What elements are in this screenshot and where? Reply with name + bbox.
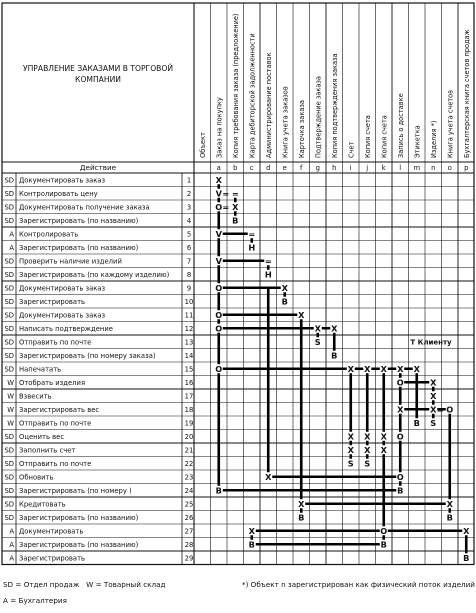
row-action: Документировать заказ [19,284,106,293]
row-number: 2 [186,189,192,198]
flow-mark: X [430,390,437,401]
flow-mark: O [396,377,404,388]
row-dept: SD [4,473,14,482]
row-dept: A [9,527,14,536]
flow-mark: = [222,201,230,212]
flow-mark: O [215,201,223,212]
row-number: 11 [184,311,194,320]
row-dept: SD [4,311,14,320]
flow-mark: S [347,458,354,469]
row-number: 14 [184,351,194,360]
row-dept: SD [4,459,14,468]
row-action: Кредитовать [19,500,66,509]
flow-mark: O [446,404,454,415]
row-dept: W [7,392,14,401]
flow-mark: = [231,188,239,199]
row-number: 1 [186,176,192,185]
flow-mark: X [248,525,255,536]
flow-mark: X [232,201,239,212]
row-action: Взвесить [19,392,52,401]
row-action: Зарегистрировать [19,297,86,306]
row-action: Документировать получение заказа [19,203,150,212]
row-dept: SD [4,486,14,495]
row-dept: SD [4,203,14,212]
flow-mark: B [413,417,420,428]
flow-mark: X [298,309,305,320]
column-label: Этикетка [413,125,422,158]
flow-mark: H [264,269,272,280]
column-letter: h [332,164,337,172]
flow-mark: B [446,512,453,523]
flow-mark: X [364,431,371,442]
row-dept: W [7,405,14,414]
column-letter: p [464,164,469,172]
row-dept: SD [4,324,14,333]
row-number: 21 [184,446,194,455]
matrix-title: КОМПАНИИ [75,75,121,84]
row-action: Зарегистрировать вес [19,405,100,414]
column-letter: i [349,164,352,172]
row-action: Написать подтверждение [19,324,113,333]
row-number: 4 [186,216,192,225]
row-number: 7 [186,257,192,266]
row-dept: SD [4,216,14,225]
row-number: 15 [184,365,194,374]
row-dept: SD [4,500,14,509]
row-number: 12 [184,324,194,333]
row-number: 25 [184,500,194,509]
row-action: Отправить по почте [19,338,92,347]
flow-mark: = [264,255,272,266]
column-label: Запись о доставке [396,93,405,158]
flow-mark: = [222,188,230,199]
column-letter: a [216,164,221,172]
object-footnote: *) Объект n зарегистрирован как физический поток изделий [242,580,475,589]
legend-sd-w [3,580,165,589]
flow-mark: S [314,336,321,347]
row-dept: SD [4,270,14,279]
flow-mark: X [298,498,305,509]
flow-mark: X [397,404,404,415]
row-action: Зарегистрировать (по каждому изделию) [19,270,170,279]
row-action: Документировать заказ [19,176,106,185]
row-dept: A [9,243,14,252]
row-number: 8 [186,270,192,279]
row-dept: SD [4,189,14,198]
row-dept: W [7,378,14,387]
flow-mark: B [248,539,255,550]
row-action: Заполнить счет [19,446,76,455]
flow-mark: X [430,377,437,388]
row-action: Зарегистрировать (по названию) [19,513,139,522]
column-letter: d [266,164,271,172]
flow-mark: X [347,363,354,374]
row-dept: SD [4,284,14,293]
row-dept: SD [4,338,14,347]
column-letter: k [381,164,386,172]
column-label: Изделия *) [429,120,438,158]
row-dept: SD [4,297,14,306]
row-number: 19 [184,419,194,428]
flow-mark: X [314,323,321,334]
row-action: Контролировать [19,230,79,239]
row-number: 5 [186,230,192,239]
flow-mark: X [331,323,338,334]
row-dept: SD [4,257,14,266]
column-label: Заказ на покупку [215,97,224,158]
row-number: 23 [184,473,194,482]
row-number: 29 [184,554,194,563]
column-label: Карточка заказа [297,100,306,158]
flow-mark: V [215,255,222,266]
client-note: Т Клиенту [410,338,452,347]
flow-mark: X [265,471,272,482]
column-label: Подтверждение заказа [314,76,323,158]
row-number: 13 [184,338,194,347]
column-letter: e [282,164,287,172]
flow-mark: X [397,363,404,374]
row-action: Зарегистрировать (по названию) [19,243,139,252]
column-label: Счет [347,141,356,158]
legend-accounting: A = Бухгалтерия [3,596,67,605]
row-action: Отправить по почте [19,419,92,428]
row-action: Зарегистрировать (по номеру заказа) [19,351,156,360]
column-letter: c [249,164,254,172]
flow-mark: H [248,242,256,253]
row-action: Отправить по почте [19,459,92,468]
column-letter: m [413,164,421,172]
flow-mark: = [436,404,444,415]
row-number: 6 [186,243,192,252]
flow-mark: B [397,485,404,496]
flow-mark: X [347,431,354,442]
flow-mark: X [380,431,387,442]
column-letter: l [399,164,402,172]
flow-mark: X [430,404,437,415]
flow-mark: V [215,228,222,239]
flow-mark: O [215,323,223,334]
row-number: 10 [184,297,194,306]
flow-mark: B [215,485,222,496]
flow-mark: X [380,363,387,374]
row-number: 3 [186,203,192,212]
column-letter: o [447,164,452,172]
row-number: 22 [184,459,194,468]
flow-mark: O [396,431,404,442]
row-dept: SD [4,176,14,185]
column-letter: j [366,164,369,172]
flow-mark: X [380,444,387,455]
flow-mark: X [215,174,222,185]
flow-mark: O [215,309,223,320]
row-dept: A [9,230,14,239]
flow-mark: X [413,363,420,374]
row-dept: SD [4,446,14,455]
flow-mark: = [248,228,256,239]
column-label: Копия подтверждения заказа [330,53,339,158]
row-dept: W [7,419,14,428]
row-action: Зарегистрировать [19,554,86,563]
action-rows [4,176,193,562]
row-number: 9 [186,284,192,293]
flow-mark: B [281,296,288,307]
column-label: Книга учета счетов [446,89,455,158]
row-dept: SD [4,513,14,522]
row-number: 18 [184,405,194,414]
row-action: Обновить [19,473,54,482]
column-letter: n [431,164,436,172]
row-action: Зарегистрировать (по названию) [19,216,139,225]
matrix-title: УПРАВЛЕНИЕ ЗАКАЗАМИ В ТОРГОВОЙ [22,64,174,73]
row-number: 17 [184,392,194,401]
flow-mark: X [347,444,354,455]
column-label: Объект [198,132,207,158]
flow-mark: O [215,363,223,374]
table-header [23,13,471,172]
flow-mark: X [463,525,470,536]
legend-warehouse: W = Товарный склад [86,580,166,589]
flow-mark: B [232,215,239,226]
row-action: Оценить вес [19,432,65,441]
column-label: Книга учета заказов [281,86,290,158]
flow-mark: S [364,458,371,469]
row-action: Документировать заказ [19,311,106,320]
row-action: Зарегистрировать (по названию) [19,540,139,549]
flow-mark: X [281,282,288,293]
flow-mark: V [215,188,222,199]
legend-sales: SD = Отдел продаж [3,580,80,589]
flow-mark: O [380,525,388,536]
flow-mark: B [331,350,338,361]
column-letter: f [300,164,303,172]
row-number: 24 [184,486,194,495]
row-action: Проверить наличие изделий [19,257,122,266]
flow-mark: O [396,471,404,482]
flow-mark: S [430,417,437,428]
row-action: Зарегистрировать (по номеру ) [19,486,132,495]
row-number: 28 [184,540,194,549]
flow-mark: B [463,552,470,563]
flow-mark: B [298,512,305,523]
column-label: Копия счета [380,115,389,158]
row-action: Напечатать [19,365,62,374]
row-number: 16 [184,378,194,387]
row-number: 20 [184,432,194,441]
column-label: Копия счета [363,115,372,158]
column-label: Карта дебиторской задолженности [248,33,257,158]
row-dept: A [9,554,14,563]
flow-mark: X [364,444,371,455]
flow-mark: B [380,539,387,550]
row-action: Отобрать изделия [19,378,86,387]
row-action: Контролировать цену [19,189,98,198]
column-label: Копия требования заказа (предложение) [231,13,240,158]
column-letter: g [315,164,320,172]
flow-mark: O [215,282,223,293]
row-dept: A [9,540,14,549]
flow-mark: X [364,363,371,374]
row-dept: SD [4,351,14,360]
column-label: Бухгалтерская книга счетов продаж [462,29,471,158]
action-header: Действие [79,163,117,172]
row-dept: SD [4,432,14,441]
row-action: Документировать [19,527,84,536]
column-label: Администрирование поставок [264,52,273,158]
row-number: 26 [184,513,194,522]
column-letter: b [233,164,238,172]
flow-mark: X [446,498,453,509]
row-number: 27 [184,527,194,536]
row-dept: SD [4,365,14,374]
